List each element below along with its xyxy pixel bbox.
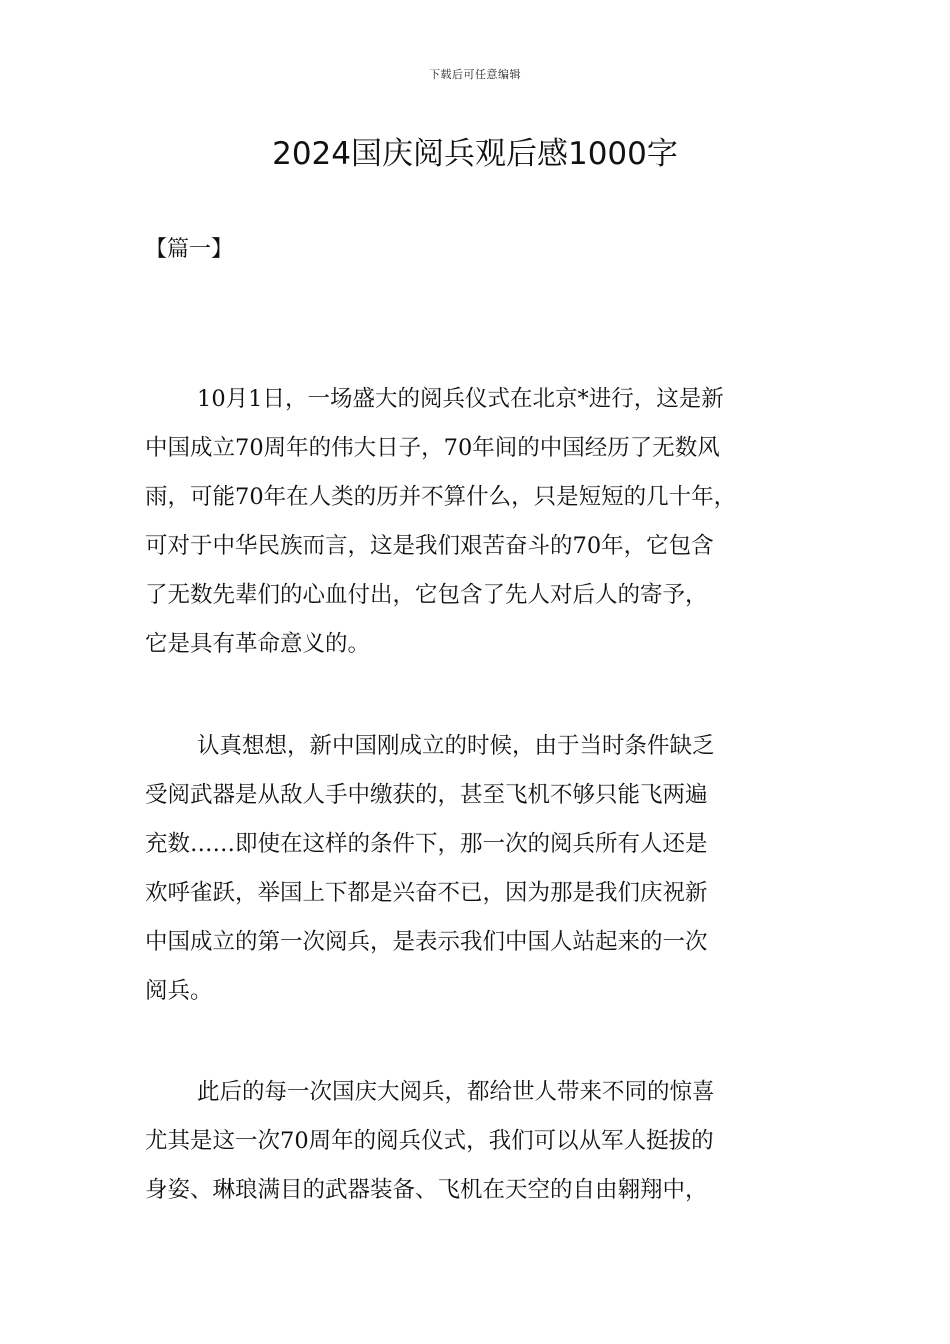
paragraph-line: 认真想想，新中国刚成立的时候，由于当时条件缺乏 — [197, 733, 715, 759]
paragraph-line: 10月1日，一场盛大的阅兵仪式在北京*进行，这是新 — [197, 386, 724, 412]
section-label: 【篇一】 — [145, 237, 234, 262]
paragraph-line: 雨，可能70年在人类的历并不算什么，只是短短的几十年， — [145, 484, 737, 510]
paragraph-line: 尤其是这一次70周年的阅兵仪式，我们可以从军人挺拔的 — [145, 1128, 714, 1154]
paragraph-line: 身姿、琳琅满目的武器装备、飞机在天空的自由翱翔中， — [145, 1177, 708, 1203]
paragraph-1 — [145, 375, 845, 669]
paragraph-line: 受阅武器是从敌人手中缴获的，甚至飞机不够只能飞两遍 — [145, 782, 708, 808]
paragraph-2 — [145, 722, 845, 1016]
paragraph-line: 中国成立的第一次阅兵，是表示我们中国人站起来的一次 — [145, 929, 708, 955]
paragraph-line: 它是具有革命意义的。 — [145, 631, 371, 657]
document-title: 2024国庆阅兵观后感1000字 — [272, 136, 678, 172]
header-note: 下载后可任意编辑 — [429, 68, 521, 81]
paragraph-line: 此后的每一次国庆大阅兵，都给世人带来不同的惊喜 — [197, 1079, 715, 1105]
paragraph-line: 欢呼雀跃，举国上下都是兴奋不已，因为那是我们庆祝新 — [145, 880, 708, 906]
paragraph-line: 中国成立70周年的伟大日子，70年间的中国经历了无数风 — [145, 435, 720, 461]
paragraph-line: 可对于中华民族而言，这是我们艰苦奋斗的70年，它包含 — [145, 533, 714, 559]
paragraph-line: 充数……即使在这样的条件下，那一次的阅兵所有人还是 — [145, 831, 708, 857]
paragraph-line: 了无数先辈们的心血付出，它包含了先人对后人的寄予， — [145, 582, 708, 608]
paragraph-3 — [145, 1068, 845, 1215]
paragraph-line: 阅兵。 — [145, 978, 213, 1004]
